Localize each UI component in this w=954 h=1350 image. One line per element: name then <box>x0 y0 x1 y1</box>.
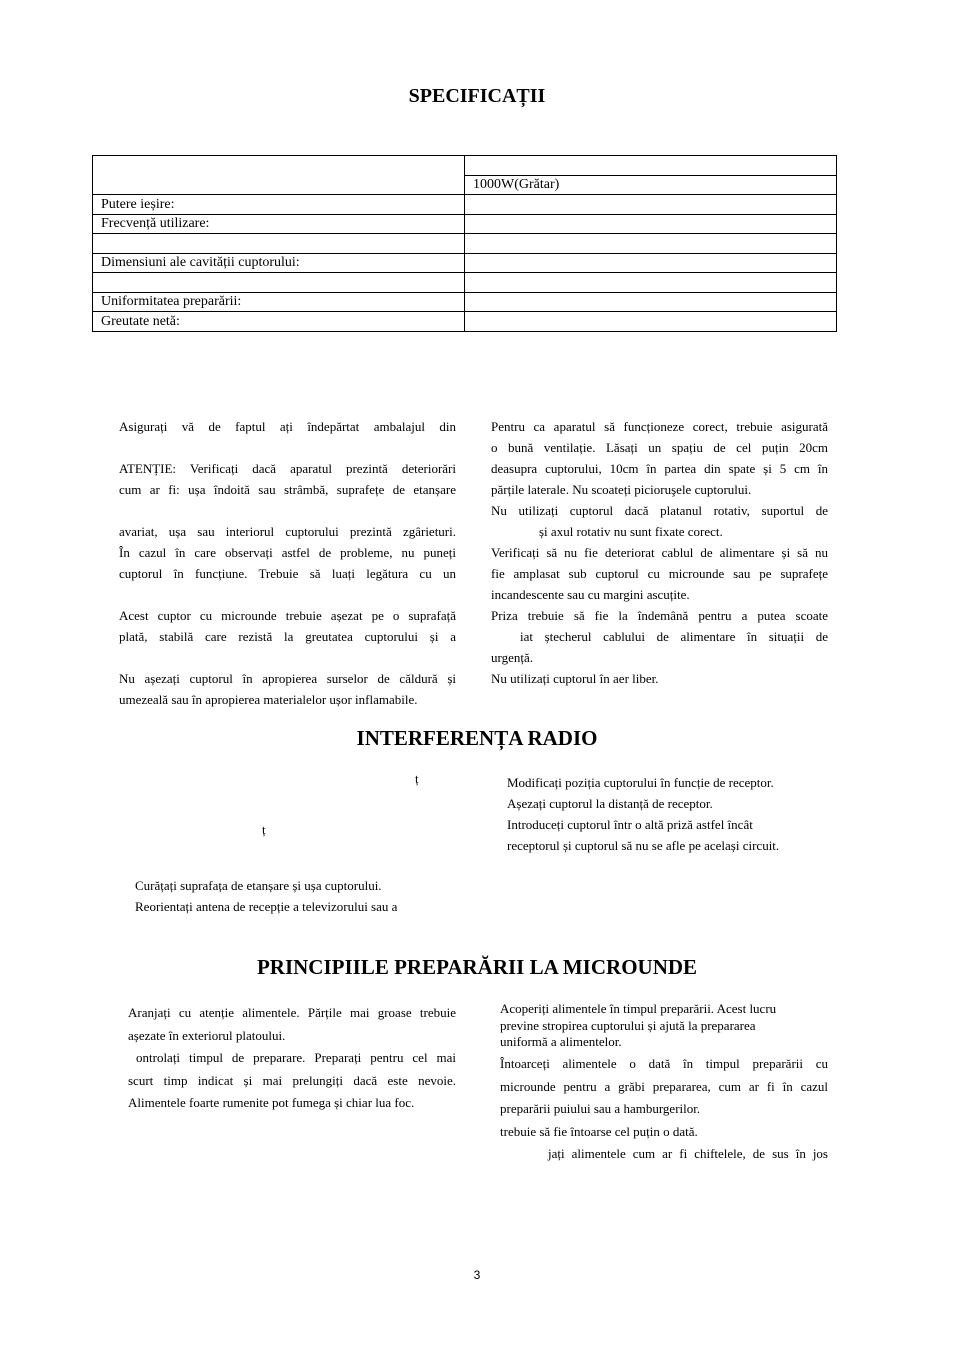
spec-label: Greutate netă: <box>93 312 465 332</box>
paragraph-line: plată, stabilă care rezistă la greutatea cuptorului și a <box>119 629 456 644</box>
spec-label: Uniformitatea preparării: <box>93 292 465 312</box>
spec-label <box>93 234 465 254</box>
paragraph-line: În cazul în care observați astfel de probleme, nu puneți <box>119 545 456 560</box>
list-item: Reorientați antena de recepție a televizorului sau a <box>135 899 398 914</box>
section-title-specifications: SPECIFICAȚII <box>408 85 546 107</box>
table-row <box>93 273 837 293</box>
paragraph-line: incandescente sau cu margini ascuțite. <box>491 587 690 602</box>
section-title-cooking-principles: PRINCIPIILE PREPARĂRII LA MICROUNDE <box>256 955 698 979</box>
spec-label: Dimensiuni ale cavității cuptorului: <box>93 253 465 273</box>
paragraph-line: Nu utilizați cuptorul în aer liber. <box>491 671 659 686</box>
paragraph-line: părțile laterale. Nu scoateți picioruşele cuptorului. <box>491 482 752 497</box>
stray-glyph: ț <box>262 822 266 837</box>
paragraph-line: preparării puiului sau a hamburgerilor. <box>500 1101 701 1116</box>
table-row <box>93 195 837 215</box>
table-row <box>93 253 837 273</box>
paragraph-line: iat ștecherul cablului de alimentare în situații de <box>520 629 828 644</box>
paragraph-line: Nu așezați cuptorul în apropierea surselor de căldură și <box>119 671 456 686</box>
spec-value <box>465 195 837 215</box>
paragraph-line: Acest cuptor cu microunde trebuie așezat pe o suprafață <box>119 608 456 623</box>
paragraph-line: fie amplasat sub cuptorul cu microunde sau pe suprafețe <box>491 566 828 581</box>
paragraph-line: Priza trebuie să fie la îndemână pentru a putea scoate <box>491 608 828 623</box>
paragraph-line: așezate în exteriorul platoului. <box>128 1027 286 1043</box>
specifications-table <box>92 155 837 332</box>
spec-value <box>465 234 837 254</box>
section-title-radio-interference: INTERFERENȚA RADIO <box>356 726 598 750</box>
paragraph-line: ontrolați timpul de preparare. Preparați pentru cel mai <box>136 1050 456 1065</box>
table-row <box>93 156 837 176</box>
list-item: Curățați suprafața de etanșare și ușa cuptorului. <box>135 878 382 893</box>
paragraph-line: microunde pentru a grăbi prepararea, cum ar fi în cazul <box>500 1078 828 1094</box>
table-row <box>93 292 837 312</box>
paragraph-line: Nu utilizați cuptorul dacă platanul rotativ, suportul de <box>491 503 828 518</box>
table-row <box>93 312 837 332</box>
paragraph-line: trebuie să fie întoarse cel puțin o dată. <box>500 1123 698 1139</box>
list-item: Introduceți cuptorul într o altă priză astfel încât <box>507 817 753 832</box>
paragraph-line: cuptorul în funcțiune. Trebuie să luați legătura cu un <box>119 566 456 581</box>
spec-value <box>465 312 837 332</box>
paragraph-line: deasupra cuptorului, 10cm în partea din spate și 5 cm în <box>491 461 828 476</box>
radio-left-list <box>135 875 465 917</box>
paragraph-line: Întoarceți alimentele o dată în timpul preparării cu <box>500 1056 828 1071</box>
paragraph-line: jați alimentele cum ar fi chiftelele, de sus în jos <box>548 1146 828 1161</box>
spec-value <box>465 156 837 176</box>
paragraph-line: Verificați să nu fie deteriorat cablul de alimentare și să nu <box>491 545 828 560</box>
paragraph-line: previne stropirea cuptorului și ajută la prepararea <box>500 1017 756 1033</box>
paragraph-line: Acoperiți alimentele în timpul preparării. Acest lucru <box>500 1001 777 1016</box>
stray-glyph: ț <box>415 771 419 786</box>
spec-value <box>465 273 837 293</box>
list-item: Modificați poziția cuptorului în funcție de receptor. <box>507 775 774 790</box>
spec-label: Putere ieșire: <box>93 195 465 215</box>
paragraph-line: și axul rotativ nu sunt fixate corect. <box>539 524 723 539</box>
paragraph-line: o bună ventilație. Lăsați un spațiu de cel puțin 20cm <box>491 440 828 455</box>
paragraph-line: Alimentele foarte rumenite pot fumega și chiar lua foc. <box>128 1095 415 1110</box>
paragraph-line: uniformă a alimentelor. <box>500 1034 622 1049</box>
spec-value <box>465 292 837 312</box>
list-item: Așezați cuptorul la distanță de receptor. <box>507 796 713 811</box>
paragraph-line: urgență. <box>491 650 533 665</box>
spec-label: Frecvență utilizare: <box>93 214 465 234</box>
principles-left-column <box>128 1002 456 1115</box>
spec-value <box>465 253 837 273</box>
paragraph-line: umezeală sau în apropierea materialelor ușor inflamabile. <box>119 692 418 707</box>
principles-right-column-top <box>500 1001 828 1051</box>
installation-left-column <box>119 416 456 710</box>
paragraph-line: Asigurați vă de faptul ați îndepărtat ambalajul din <box>119 419 456 434</box>
radio-right-list <box>507 772 837 856</box>
spec-label <box>93 273 465 293</box>
paragraph-line: avariat, ușa sau interiorul cuptorului prezintă zgârieturi. <box>119 524 456 539</box>
paragraph-line: scurt timp indicat și mai prelungiți dacă este nevoie. <box>128 1072 456 1088</box>
paragraph-line: Pentru ca aparatul să funcționeze corect, trebuie asigurată <box>491 419 828 434</box>
spec-label <box>93 156 465 195</box>
paragraph-line: Aranjați cu atenție alimentele. Părțile mai groase trebuie <box>128 1005 456 1020</box>
principles-right-column-bottom <box>500 1053 828 1166</box>
table-row <box>93 214 837 234</box>
spec-value: 1000W(Grătar) <box>465 175 837 195</box>
table-row <box>93 234 837 254</box>
paragraph-line: cum ar fi: ușa îndoită sau strâmbă, suprafețe de etanșare <box>119 482 456 497</box>
spec-value <box>465 214 837 234</box>
list-item: receptorul și cuptorul să nu se afle pe același circuit. <box>507 838 780 853</box>
installation-right-column <box>491 416 828 689</box>
paragraph-line: ATENȚIE: Verificați dacă aparatul prezintă deteriorări <box>119 461 456 476</box>
page-number: 3 <box>473 1268 481 1282</box>
